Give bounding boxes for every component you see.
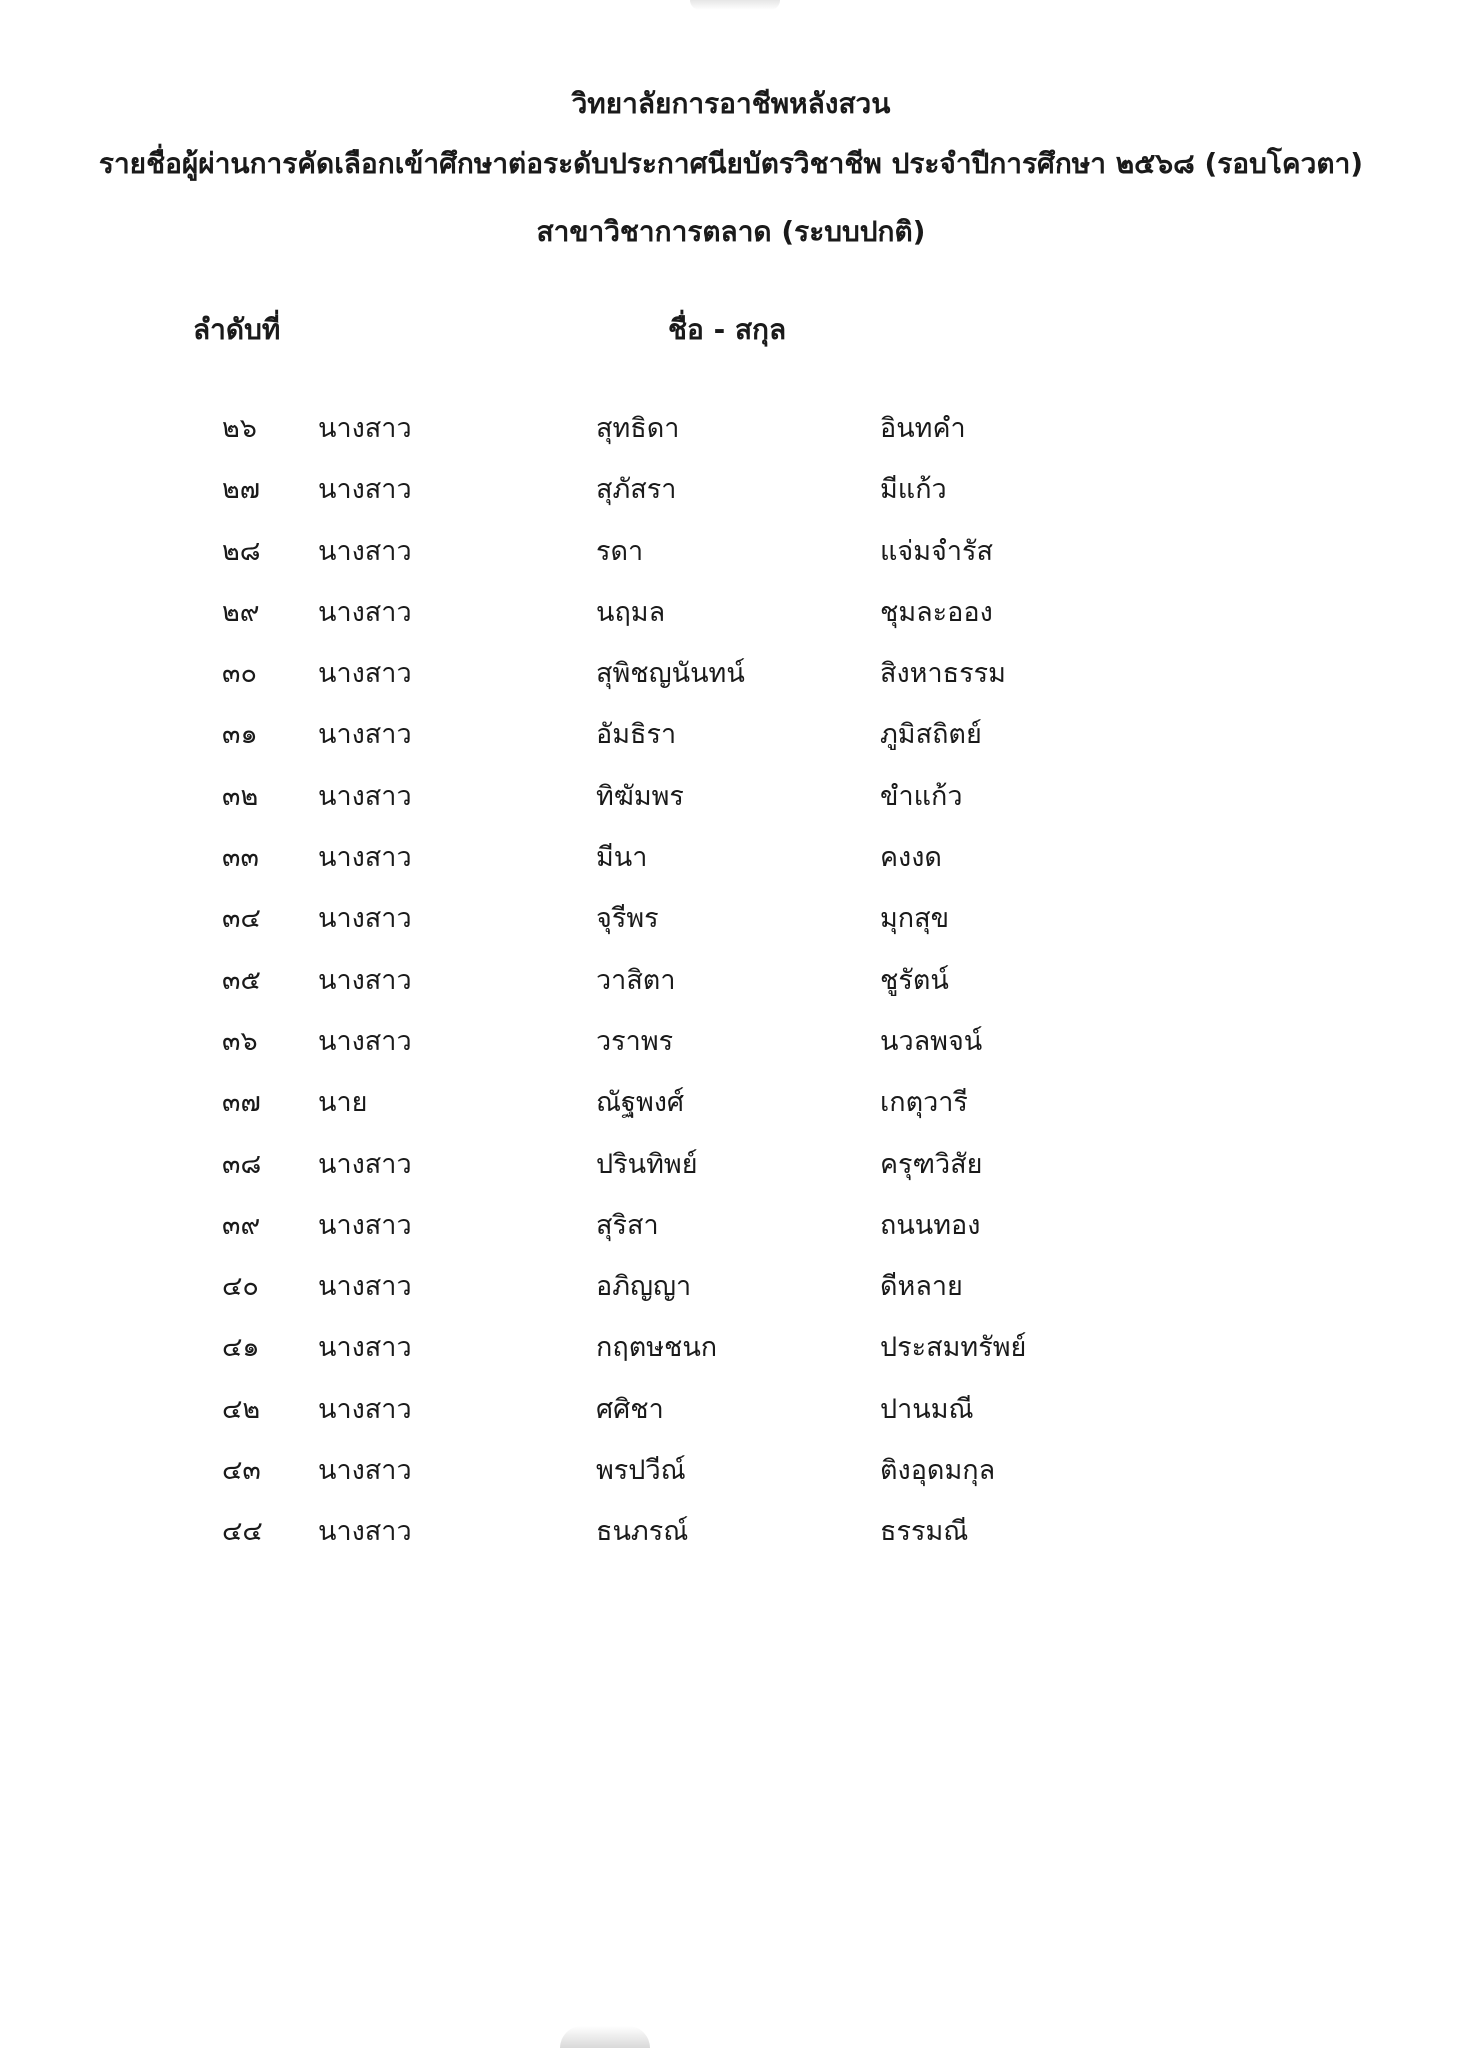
list-row <box>0 1146 1462 1207</box>
row-last-name: ดีหลาย <box>880 1271 963 1303</box>
row-number: ๓๕ <box>222 964 261 996</box>
column-header-name: ชื่อ - สกุล <box>668 313 787 346</box>
row-number: ๒๖ <box>222 413 257 444</box>
list-row <box>0 962 1462 1023</box>
row-title: นางสาว <box>318 1025 412 1057</box>
row-number: ๔๑ <box>222 1332 260 1364</box>
row-title: นางสาว <box>318 1516 412 1548</box>
row-first-name: จุรีพร <box>596 903 659 935</box>
list-row <box>0 900 1462 961</box>
row-last-name: อินทคำ <box>880 413 966 444</box>
row-first-name: สุพิชญนันทน์ <box>596 658 745 690</box>
row-first-name: อัมธิรา <box>596 719 677 751</box>
row-first-name: ศศิชา <box>596 1393 664 1425</box>
list-row <box>0 1452 1462 1513</box>
list-row <box>0 1329 1462 1390</box>
row-first-name: ธนภรณ์ <box>596 1516 689 1548</box>
row-last-name: มุกสุข <box>880 903 950 935</box>
row-number: ๓๙ <box>222 1209 261 1241</box>
row-first-name: สุภัสรา <box>596 474 677 506</box>
row-title: นางสาว <box>318 1393 412 1425</box>
row-number: ๔๐ <box>222 1271 259 1303</box>
list-row <box>0 1023 1462 1084</box>
row-number: ๓๓ <box>222 842 259 874</box>
row-first-name: วาสิตา <box>596 964 676 996</box>
row-first-name: กฤตษชนก <box>596 1332 718 1364</box>
row-number: ๓๐ <box>222 658 257 690</box>
row-last-name: ปานมณี <box>880 1393 974 1425</box>
list-row <box>0 839 1462 900</box>
row-first-name: ปรินทิพย์ <box>596 1148 698 1180</box>
row-first-name: สุริสา <box>596 1209 659 1241</box>
row-last-name: สิงหาธรรม <box>880 658 1006 690</box>
list-row <box>0 533 1462 594</box>
row-last-name: นวลพจน์ <box>880 1025 983 1057</box>
row-first-name: พรปวีณ์ <box>596 1455 686 1487</box>
list-row <box>0 1268 1462 1329</box>
list-row <box>0 471 1462 532</box>
list-row <box>0 655 1462 716</box>
list-row <box>0 410 1462 471</box>
row-title: นางสาว <box>318 1332 412 1364</box>
row-title: นางสาว <box>318 413 412 444</box>
row-last-name: ติงอุดมกุล <box>880 1455 996 1487</box>
row-last-name: ชูรัตน์ <box>880 964 949 996</box>
list-row <box>0 594 1462 655</box>
scan-artifact-bottom <box>560 2026 650 2048</box>
row-title: นางสาว <box>318 658 412 690</box>
row-last-name: คงงด <box>880 842 942 874</box>
row-first-name: ณัฐพงศ์ <box>596 1087 685 1119</box>
list-row <box>0 1513 1462 1574</box>
row-last-name: ขำแก้ว <box>880 780 963 812</box>
row-title: นางสาว <box>318 1209 412 1241</box>
row-number: ๓๔ <box>222 903 261 935</box>
row-title: นาย <box>318 1087 368 1119</box>
program-title: สาขาวิชาการตลาด (ระบบปกติ) <box>536 215 926 248</box>
list-row <box>0 1391 1462 1452</box>
row-last-name: เกตุวารี <box>880 1087 968 1119</box>
row-number: ๓๖ <box>222 1025 258 1057</box>
row-title: นางสาว <box>318 780 412 812</box>
row-first-name: มีนา <box>596 842 648 874</box>
list-row <box>0 778 1462 839</box>
row-number: ๔๓ <box>222 1455 261 1487</box>
row-title: นางสาว <box>318 903 412 935</box>
row-last-name: ภูมิสถิตย์ <box>880 719 982 751</box>
row-title: นางสาว <box>318 719 412 751</box>
row-title: นางสาว <box>318 1455 412 1487</box>
row-last-name: แจ่มจำรัส <box>880 535 993 567</box>
row-title: นางสาว <box>318 596 412 628</box>
row-last-name: มีแก้ว <box>880 474 947 506</box>
row-first-name: ทิฆัมพร <box>596 780 684 812</box>
row-number: ๓๒ <box>222 780 259 812</box>
scan-artifact-top <box>690 0 780 10</box>
row-last-name: ธรรมณี <box>880 1516 969 1548</box>
list-row <box>0 1084 1462 1145</box>
row-title: นางสาว <box>318 535 412 567</box>
row-title: นางสาว <box>318 474 412 506</box>
row-first-name: นฤมล <box>596 596 666 628</box>
row-number: ๔๔ <box>222 1516 263 1548</box>
row-title: นางสาว <box>318 842 412 874</box>
row-first-name: สุทธิดา <box>596 413 680 444</box>
row-last-name: ประสมทรัพย์ <box>880 1332 1027 1364</box>
row-first-name: วราพร <box>596 1025 674 1057</box>
list-row <box>0 716 1462 777</box>
row-first-name: รดา <box>596 535 644 567</box>
row-first-name: อภิญญา <box>596 1271 692 1303</box>
row-number: ๓๘ <box>222 1148 262 1180</box>
list-row <box>0 1207 1462 1268</box>
name-list <box>0 410 1462 1575</box>
row-number: ๓๗ <box>222 1087 261 1119</box>
row-last-name: ชุมละออง <box>880 596 993 628</box>
row-title: นางสาว <box>318 964 412 996</box>
row-last-name: ถนนทอง <box>880 1209 981 1241</box>
row-number: ๔๒ <box>222 1393 261 1425</box>
column-header-number: ลำดับที่ <box>193 313 281 346</box>
row-title: นางสาว <box>318 1148 412 1180</box>
row-number: ๒๘ <box>222 535 261 567</box>
row-last-name: ครุฑวิสัย <box>880 1148 983 1180</box>
row-title: นางสาว <box>318 1271 412 1303</box>
row-number: ๓๑ <box>222 719 258 751</box>
announcement-title: รายชื่อผู้ผ่านการคัดเลือกเข้าศึกษาต่อระดับประกาศนียบัตรวิชาชีพ ประจำปีการศึกษา ๒๕๖๘ (รอบโควตา) <box>98 147 1364 180</box>
institution-title: วิทยาลัยการอาชีพหลังสวน <box>571 87 891 120</box>
row-number: ๒๗ <box>222 474 261 506</box>
row-number: ๒๙ <box>222 596 260 628</box>
